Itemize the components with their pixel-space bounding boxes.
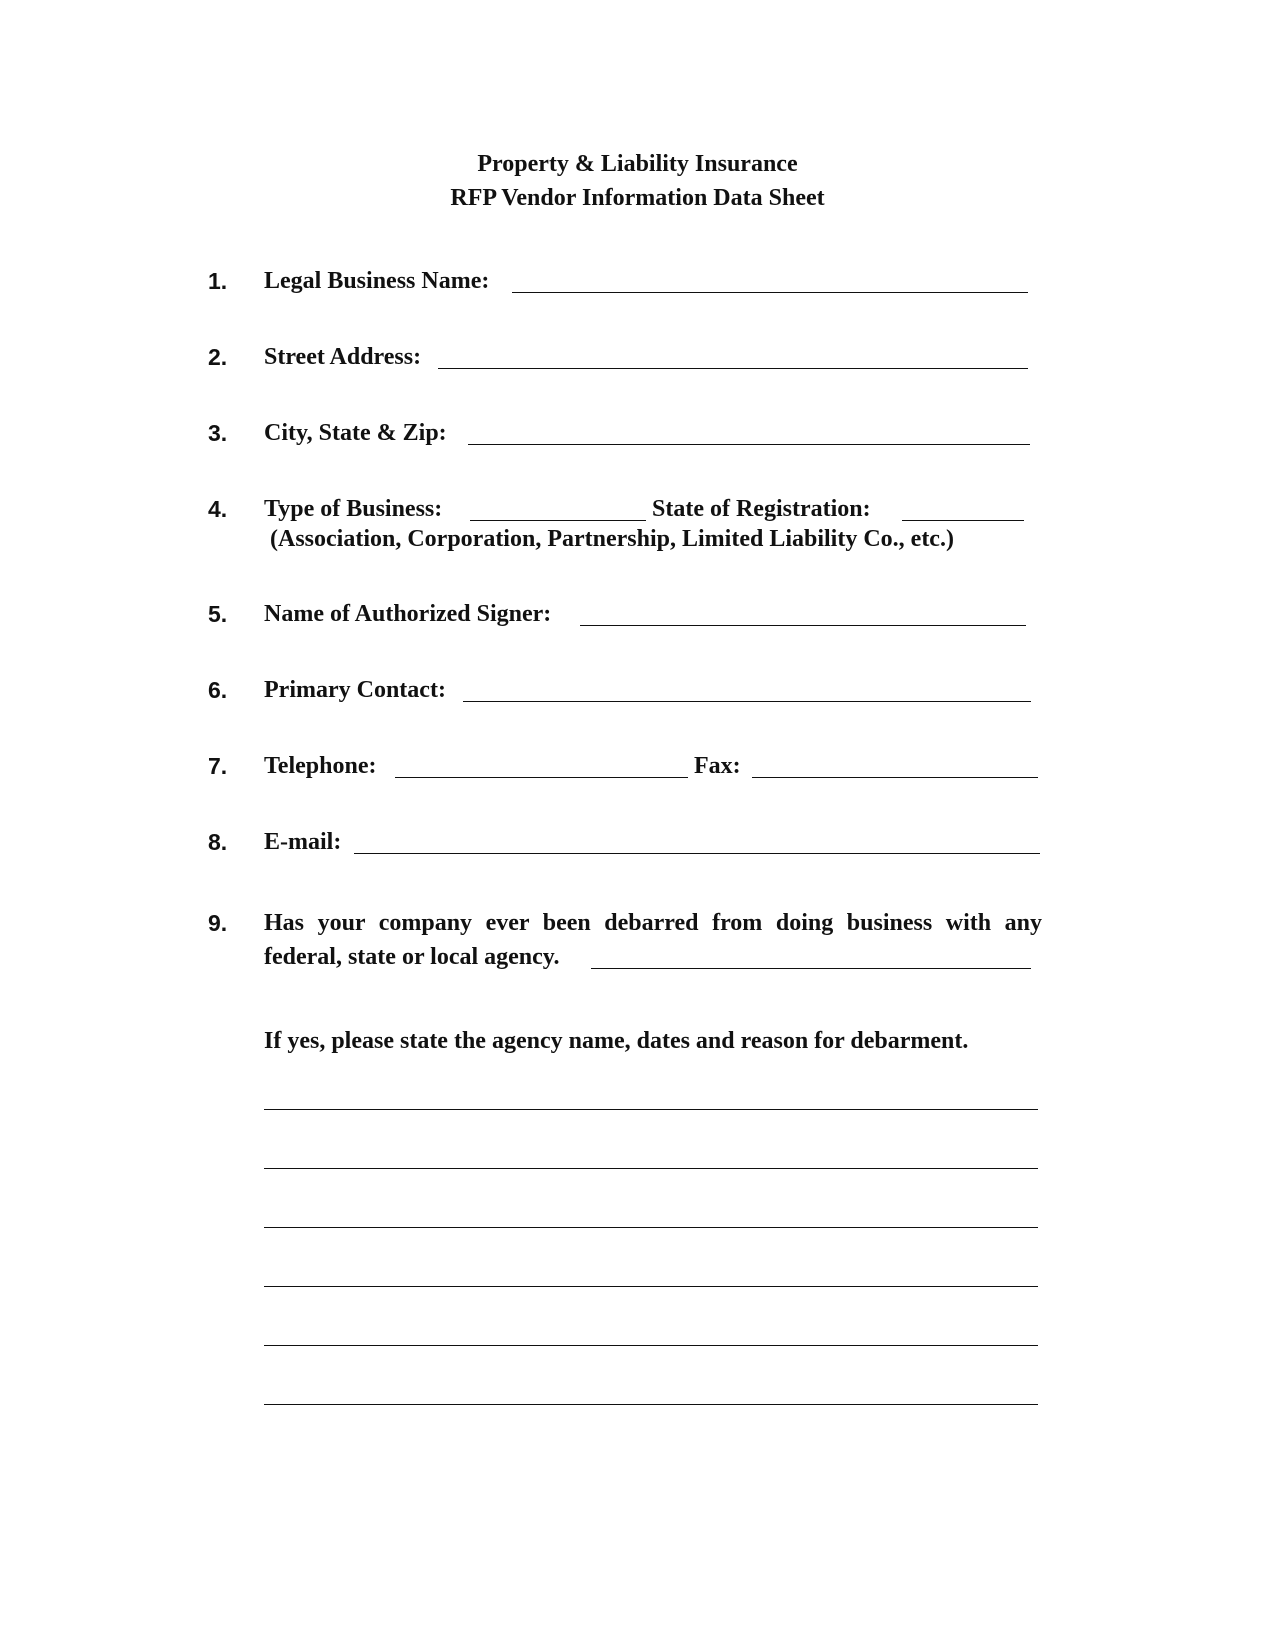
item-number-6: 6.	[208, 677, 228, 703]
email-field[interactable]	[354, 853, 1040, 854]
debarment-details-prompt: If yes, please state the agency name, dates and reason for debarment.	[264, 1028, 969, 1054]
debarment-question-line1: Has your company ever been debarred from doing business with any	[264, 910, 1042, 936]
primary-contact-label: Primary Contact:	[264, 677, 446, 703]
authorized-signer-field[interactable]	[580, 625, 1026, 626]
email-label: E-mail:	[264, 829, 342, 855]
item-number-5: 5.	[208, 601, 228, 627]
debarment-answer-field[interactable]	[591, 968, 1031, 969]
street-address-label: Street Address:	[264, 344, 422, 370]
fax-field[interactable]	[752, 777, 1038, 778]
state-of-registration-label: State of Registration:	[652, 496, 871, 522]
primary-contact-field[interactable]	[463, 701, 1031, 702]
item-number-2: 2.	[208, 344, 228, 370]
item-number-3: 3.	[208, 420, 228, 446]
item-number-9: 9.	[208, 910, 228, 936]
fax-label: Fax:	[694, 753, 741, 779]
telephone-label: Telephone:	[264, 753, 377, 779]
legal-business-name-field[interactable]	[512, 292, 1028, 293]
document-title-line1: Property & Liability Insurance	[477, 151, 798, 177]
debarment-details-line-3[interactable]	[264, 1227, 1038, 1228]
city-state-zip-field[interactable]	[468, 444, 1030, 445]
debarment-question-line2: federal, state or local agency.	[264, 944, 560, 970]
city-state-zip-label: City, State & Zip:	[264, 420, 447, 446]
type-of-business-label: Type of Business:	[264, 496, 443, 522]
debarment-details-line-1[interactable]	[264, 1109, 1038, 1110]
telephone-field[interactable]	[395, 777, 688, 778]
type-of-business-note: (Association, Corporation, Partnership, Limited Liability Co., etc.)	[270, 526, 954, 552]
legal-business-name-label: Legal Business Name:	[264, 268, 490, 294]
item-number-4: 4.	[208, 496, 228, 522]
debarment-details-line-2[interactable]	[264, 1168, 1038, 1169]
debarment-details-line-5[interactable]	[264, 1345, 1038, 1346]
street-address-field[interactable]	[438, 368, 1028, 369]
debarment-details-line-6[interactable]	[264, 1404, 1038, 1405]
debarment-details-line-4[interactable]	[264, 1286, 1038, 1287]
item-number-7: 7.	[208, 753, 228, 779]
item-number-8: 8.	[208, 829, 228, 855]
document-title-line2: RFP Vendor Information Data Sheet	[450, 185, 825, 211]
item-number-1: 1.	[208, 268, 228, 294]
authorized-signer-label: Name of Authorized Signer:	[264, 601, 552, 627]
state-of-registration-field[interactable]	[902, 520, 1024, 521]
type-of-business-field[interactable]	[470, 520, 646, 521]
